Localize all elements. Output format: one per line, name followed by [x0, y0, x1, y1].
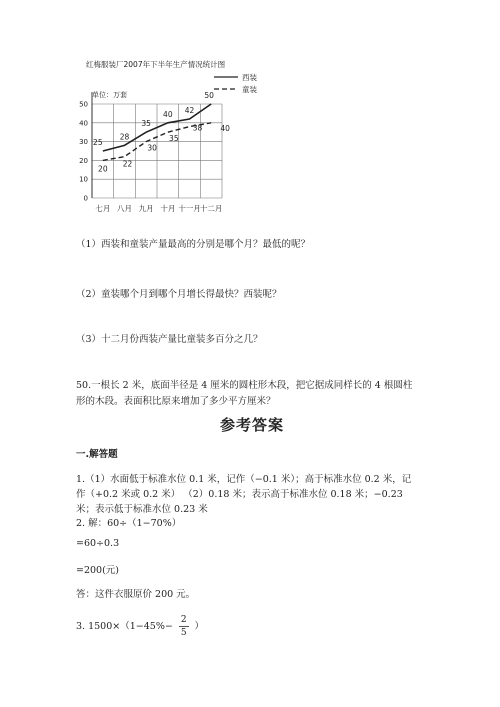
x-tick-label: 八月 [117, 204, 132, 213]
x-tick-label: 十二月 [199, 204, 223, 213]
y-tick-label: 10 [79, 175, 88, 184]
x-tick-label: 十月 [160, 204, 176, 213]
x-tick-label: 九月 [138, 204, 154, 213]
answer-3-prefix: 3. 1500×（1−45%− [76, 621, 173, 632]
answer-1-line-3: 米；表示低于标准水位 0.23 米 [76, 504, 208, 515]
data-label: 22 [122, 159, 133, 169]
y-tick-label: 50 [79, 100, 88, 109]
y-tick-label: 20 [79, 156, 88, 165]
answer-3-suffix: ） [194, 621, 205, 632]
data-label: 50 [204, 91, 214, 100]
data-label: 35 [169, 134, 179, 144]
question-3: （3）十二月份西装产量比童装多百分之几？ [76, 334, 263, 345]
answer-2-line-2: =60÷0.3 [76, 538, 120, 549]
x-tick-label: 十一月 [178, 204, 201, 213]
fraction-numerator: 2 [180, 615, 187, 625]
data-label: 28 [119, 132, 130, 142]
answer-3 [76, 614, 204, 639]
chart-grid [92, 104, 222, 198]
question-50-line-2: 形的木段。表面积比原来增加了多少平方厘米？ [76, 396, 276, 407]
y-tick-label: 0 [83, 194, 88, 203]
answer-3-fraction [179, 614, 189, 639]
answer-1-line-2: 作（+0.2 米或 0.2 米） （2）0.18 米；表示高于标准水位 0.18 米；−0.23 [76, 489, 403, 500]
question-50-line-1: 50.一根长 2 米，底面半径是 4 厘米的圆柱形木段，把它据成同样长的 4 根圆柱 [76, 380, 413, 391]
data-label: 25 [93, 138, 103, 147]
answer-2-line-3: =200(元) [76, 565, 120, 576]
data-label: 42 [184, 106, 195, 116]
data-label: 40 [163, 109, 173, 119]
y-tick-label: 40 [79, 119, 88, 128]
answer-2-line-4: 答：这件衣服原价 200 元。 [76, 589, 196, 600]
legend-label: 西装 [242, 73, 257, 82]
data-label: 35 [141, 119, 151, 129]
data-label: 20 [98, 164, 108, 174]
data-label: 30 [147, 143, 157, 153]
fraction-denominator: 5 [180, 628, 187, 638]
line-chart [0, 0, 500, 240]
data-label: 38 [192, 123, 203, 133]
y-tick-label: 30 [79, 138, 88, 147]
question-2: （2）童装哪个月到哪个月增长得最快？西装呢？ [76, 289, 282, 300]
answer-1-line-1: 1.（1）水面低于标准水位 0.1 米，记作（−0.1 米）；高于标准水位 0.2 米，记 [76, 474, 412, 485]
question-1: （1）西装和童装产量最高的分别是哪个月？最低的呢？ [76, 239, 311, 250]
section-title: 一.解答题 [76, 449, 118, 460]
data-label: 40 [220, 123, 230, 133]
answer-2-line-1: 2. 解：60÷（1−70%） [76, 518, 182, 529]
unit-label: 单位：万套 [92, 91, 127, 99]
x-tick-label: 七月 [95, 204, 111, 213]
chart-title: 红梅服装厂2007年下半年生产情况统计图 [86, 60, 226, 69]
answers-heading: 参考答案 [220, 416, 285, 434]
legend-label: 童装 [242, 85, 257, 94]
